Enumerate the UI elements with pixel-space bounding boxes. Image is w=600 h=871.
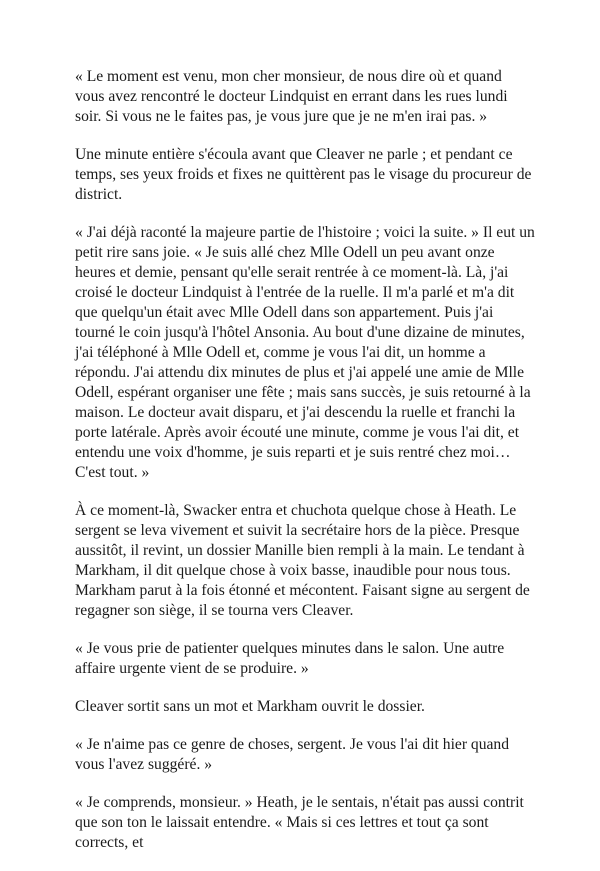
paragraph-1: « Le moment est venu, mon cher monsieur, de nous dire où et quand vous avez rencontré le docteur Lindquist en errant dans les rues lundi soir. Si vous ne le faites pas, je vous jure que je ne m'en irai pas. »: [75, 68, 508, 125]
paragraph-6: Cleaver sortit sans un mot et Markham ouvrit le dossier.: [75, 698, 425, 715]
paragraph-5: « Je vous prie de patienter quelques minutes dans le salon. Une autre affaire urgente vient de se produire. »: [75, 640, 505, 677]
paragraph-2: Une minute entière s'écoula avant que Cleaver ne parle ; et pendant ce temps, ses yeux froids et fixes ne quittèrent pas le visage du procureur de district.: [75, 146, 532, 203]
document-page: [75, 67, 535, 871]
paragraph-8: « Je comprends, monsieur. » Heath, je le sentais, n'était pas aussi contrit que son ton le laissait entendre. « Mais si ces lettres et tout ça sont corrects, et: [75, 794, 524, 851]
paragraph-3: « J'ai déjà raconté la majeure partie de l'histoire ; voici la suite. » Il eut un petit rire sans joie. « Je suis allé chez Mlle Odell un peu avant onze heures et demie, pensant qu'elle serait rentrée à ce moment-là. Là, j'ai croisé le docteur Lindquist à l'entrée de la ruelle. Il m'a parlé et m'a dit que quelqu'un était avec Mlle Odell dans son appartement. Puis j'ai tourné le coin jusqu'à l'hôtel Ansonia. Au bout d'une dizaine de minutes, j'ai téléphoné à Mlle Odell et, comme je vous l'ai dit, un homme a répondu. J'ai attendu dix minutes de plus et j'ai appelé une amie de Mlle Odell, espérant organiser une fête ; mais sans succès, je suis retourné à la maison. Le docteur avait disparu, et j'ai descendu la ruelle et franchi la porte latérale. Après avoir écouté une minute, comme je vous l'ai dit, et entendu une voix d'homme, je suis reparti et je suis rentré chez moi… C'est tout. »: [75, 224, 535, 481]
paragraph-7: « Je n'aime pas ce genre de choses, sergent. Je vous l'ai dit hier quand vous l'avez suggéré. »: [75, 736, 510, 773]
paragraph-4: À ce moment-là, Swacker entra et chuchota quelque chose à Heath. Le sergent se leva vivement et suivit la secrétaire hors de la pièce. Presque aussitôt, il revint, un dossier Manille bien rempli à la main. Le tendant à Markham, il dit quelque chose à voix basse, inaudible pour nous tous. Markham parut à la fois étonné et mécontent. Faisant signe au sergent de regagner son siège, il se tourna vers Cleaver.: [75, 502, 530, 619]
